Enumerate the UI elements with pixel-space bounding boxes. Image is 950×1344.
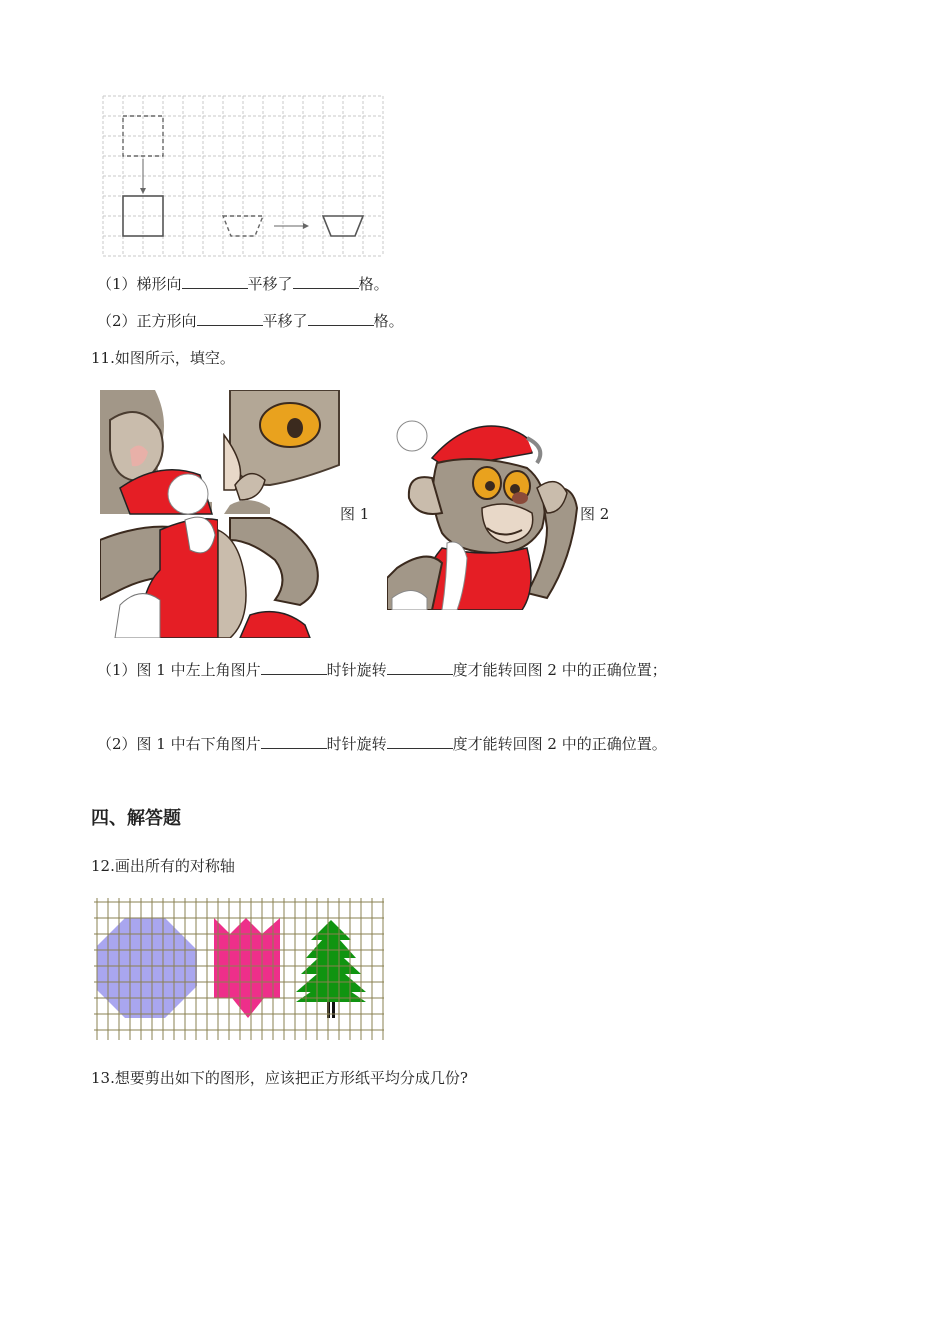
octagon-shape: [97, 918, 197, 1018]
tulip-shape: [214, 918, 280, 1018]
q11-sub2: （2）图 1 中右下角图片 时针旋转 度才能转回图 2 中的正确位置。: [97, 735, 667, 753]
answer-blank[interactable]: [182, 274, 248, 289]
answer-blank[interactable]: [387, 734, 453, 749]
q11-title: 11.如图所示，填空。: [91, 349, 235, 367]
down-arrow-icon: [140, 188, 146, 194]
figure-1-label: 图 1: [340, 505, 370, 523]
right-arrow-icon: [303, 223, 309, 229]
answer-blank[interactable]: [308, 311, 374, 326]
q11-sub1: （1）图 1 中左上角图片 时针旋转 度才能转回图 2 中的正确位置；: [97, 661, 667, 679]
answer-blank[interactable]: [261, 660, 327, 675]
tile-bottom-right: [218, 518, 339, 638]
monkey-figure-2: [387, 418, 579, 610]
answer-blank[interactable]: [197, 311, 263, 326]
section-heading: 四、解答题: [91, 808, 181, 829]
answer-blank[interactable]: [387, 660, 453, 675]
tile-top-right: [224, 390, 339, 514]
q13-title: 13.想要剪出如下的图形，应该把正方形纸平均分成几份?: [91, 1069, 468, 1087]
q10-sub1: （1）梯形向 平移了 格。: [97, 275, 389, 293]
answer-blank[interactable]: [293, 274, 359, 289]
tile-bottom-left: [100, 517, 218, 638]
tile-top-left: [100, 390, 212, 514]
symmetry-grid-figure: [94, 898, 386, 1042]
monkey-figure-1: [100, 390, 340, 638]
translation-grid-figure: [102, 95, 386, 259]
q12-title: 12.画出所有的对称轴: [91, 857, 235, 875]
figure-2-label: 图 2: [580, 505, 610, 523]
q10-sub2: （2）正方形向 平移了 格。: [97, 312, 404, 330]
answer-blank[interactable]: [261, 734, 327, 749]
